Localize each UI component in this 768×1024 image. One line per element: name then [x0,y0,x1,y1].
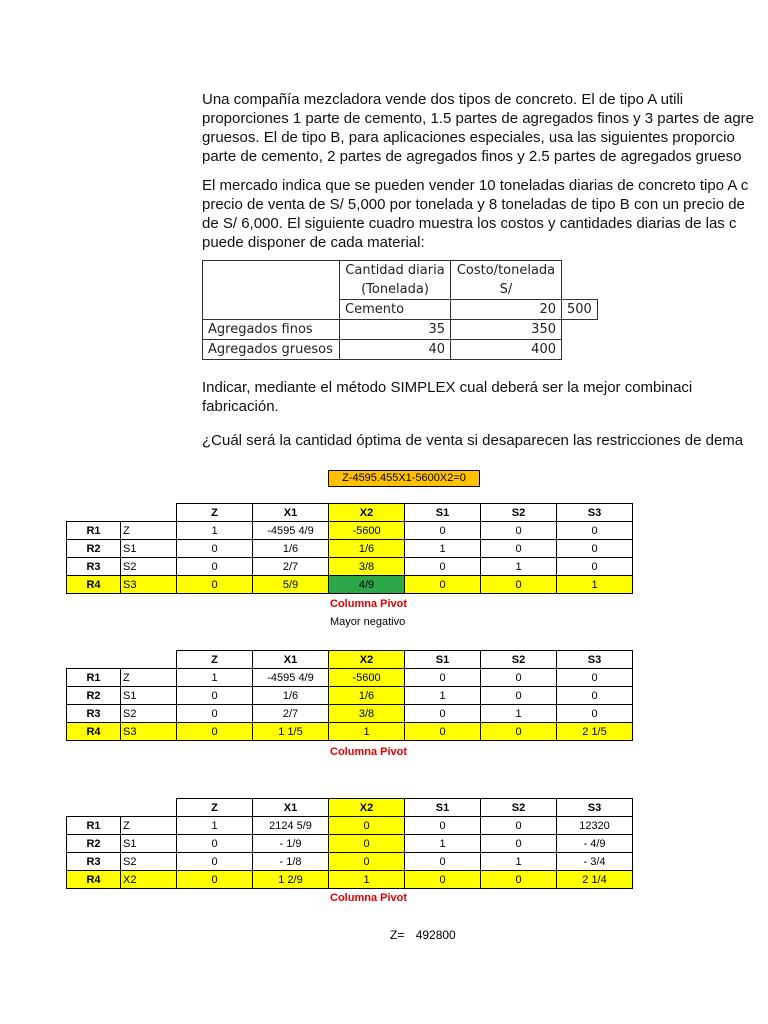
table-row [67,817,633,835]
cell: 0 [405,723,481,741]
cell: 0 [557,705,633,723]
column-header: S1 [405,651,481,669]
cell: 1/6 [329,540,405,558]
cell: 0 [405,817,481,835]
cell: 0 [177,687,253,705]
row-label: R4 [67,576,121,594]
cell: 0 [481,835,557,853]
column-header: Z [177,799,253,817]
row-label: R3 [67,705,121,723]
cell: 0 [557,687,633,705]
cell: 1 [329,871,405,889]
pivot-row [67,871,633,889]
objective-equation: Z-4595.455X1-5600X2=0 [328,470,480,487]
row-label: R3 [67,558,121,576]
text-line: Indicar, mediante el método SIMPLEX cual deberá ser la mejor combinaci [202,379,693,396]
cell: 0 [177,871,253,889]
table-row [67,522,633,540]
cell: 1 [481,853,557,871]
basic-variable: Z [121,669,177,687]
cell: 0 [557,558,633,576]
basic-variable: S1 [121,687,177,705]
text-line: fabricación. [202,398,279,415]
pivot-element: 4/9 [329,576,405,594]
cell: 5/9 [253,576,329,594]
cell: 1 [329,723,405,741]
column-header: X1 [253,504,329,522]
cell: 1/6 [253,687,329,705]
row-label: R4 [67,871,121,889]
material-cost: 500 [562,300,598,320]
cell: 0 [177,835,253,853]
column-header: S1 [405,799,481,817]
cell: - 1/8 [253,853,329,871]
text-line: gruesos. El de tipo B, para aplicaciones especiales, usa las siguientes proporcio [202,129,735,146]
cell: 0 [557,522,633,540]
cell: 0 [329,835,405,853]
cell: 12320 [557,817,633,835]
material-quantity: 40 [340,340,451,360]
cell: 1/6 [329,687,405,705]
row-label: R4 [67,723,121,741]
row-label: R2 [67,835,121,853]
header-line: Cantidad diaria [345,263,445,278]
row-label: R1 [67,522,121,540]
cell: 0 [405,669,481,687]
column-header: S2 [481,504,557,522]
basic-variable: S2 [121,853,177,871]
most-negative-note: Mayor negativo [330,616,406,628]
cell: 0 [481,576,557,594]
table-row [67,687,633,705]
tableau-header-row [67,651,633,669]
cell: 2 1/5 [557,723,633,741]
simplex-tableau-1 [66,503,633,594]
cell: -4595 4/9 [253,522,329,540]
cell: 2124 5/9 [253,817,329,835]
text-line: ¿Cuál será la cantidad óptima de venta si desaparecen las restricciones de dema [202,432,744,449]
cell: 0 [405,853,481,871]
cell: 3/8 [329,705,405,723]
basic-variable: Z [121,817,177,835]
row-label: R3 [67,853,121,871]
material-quantity: 20 [451,300,562,320]
row-label: R2 [67,540,121,558]
column-header-pivot: X2 [329,651,405,669]
column-header: Z [177,504,253,522]
cost-row [203,320,598,340]
table-row [67,558,633,576]
cell: 1 [405,687,481,705]
text-line: de S/ 6,000. El siguiente cuadro muestra los costos y cantidades diarias de las c [202,215,737,232]
column-header: S3 [557,651,633,669]
cell: 0 [481,522,557,540]
row-label: R1 [67,669,121,687]
column-header-pivot: X2 [329,799,405,817]
row-label: R1 [67,817,121,835]
cell: 0 [557,669,633,687]
table-row [67,835,633,853]
paragraph-intro [202,90,768,166]
cost-header-costo [451,261,562,300]
result-value: 492800 [415,928,456,942]
cell: 2/7 [253,705,329,723]
material-quantity: 35 [340,320,451,340]
material-name: Cemento [340,300,451,320]
cell: 0 [481,540,557,558]
cost-table [202,260,598,360]
cell: 0 [557,540,633,558]
optimal-result [390,928,456,942]
pivot-row [67,723,633,741]
table-row [67,540,633,558]
cell: - 3/4 [557,853,633,871]
column-header: S2 [481,651,557,669]
cell: 1 1/5 [253,723,329,741]
basic-variable: X2 [121,871,177,889]
header-line: S/ [499,282,513,297]
cost-row [203,340,598,360]
cell: 1 [557,576,633,594]
table-row [67,669,633,687]
column-header: S2 [481,799,557,817]
cell: 0 [329,817,405,835]
cell: 1 [481,705,557,723]
text-line: El mercado indica que se pueden vender 10 toneladas diarias de concreto tipo A c [202,177,749,194]
column-header: X1 [253,651,329,669]
column-header: S3 [557,799,633,817]
cell: 0 [177,723,253,741]
cell: 3/8 [329,558,405,576]
cost-header-cantidad [340,261,451,300]
cell: 0 [481,669,557,687]
cell: 0 [405,705,481,723]
column-header: Z [177,651,253,669]
pivot-column-note: Columna Pivot [330,746,408,758]
text-line: puede disponer de cada material: [202,234,425,251]
cell: 1 [177,817,253,835]
material-name: Agregados finos [203,320,340,340]
basic-variable: S2 [121,705,177,723]
column-header: S1 [405,504,481,522]
cell: 0 [481,723,557,741]
table-row [67,853,633,871]
cell: 0 [481,871,557,889]
basic-variable: Z [121,522,177,540]
header-line: (Tonelada) [361,282,429,297]
cost-table-corner [203,261,340,320]
basic-variable: S1 [121,835,177,853]
cell: 0 [177,705,253,723]
paragraph-question [202,431,768,450]
column-header: S3 [557,504,633,522]
cell: 0 [481,817,557,835]
header-line: Costo/tonelada [456,263,556,278]
tableau-header-row [67,504,633,522]
material-cost: 400 [451,340,562,360]
text-line: precio de venta de S/ 5,000 por tonelada y 8 toneladas de tipo B con un precio de [202,196,745,213]
basic-variable: S3 [121,723,177,741]
cell: 1/6 [253,540,329,558]
cell: - 4/9 [557,835,633,853]
cell: -5600 [329,522,405,540]
cell: - 1/9 [253,835,329,853]
text-line: Una compañía mezcladora vende dos tipos de concreto. El de tipo A utili [202,91,684,108]
cell: 1 [481,558,557,576]
paragraph-instruction [202,378,768,416]
text-line: proporciones 1 parte de cemento, 1.5 partes de agregados finos y 3 partes de agre [202,110,755,127]
cell: 1 [177,669,253,687]
basic-variable: S3 [121,576,177,594]
tableau-header-row [67,799,633,817]
cell: 0 [329,853,405,871]
cell: 0 [177,576,253,594]
pivot-row [67,576,633,594]
cell: 0 [405,576,481,594]
cell: 1 [405,835,481,853]
cell: 0 [177,540,253,558]
cell: 1 [177,522,253,540]
material-cost: 350 [451,320,562,340]
cell: 0 [481,687,557,705]
cell: 0 [405,871,481,889]
cell: 0 [405,522,481,540]
material-name: Agregados gruesos [203,340,340,360]
cell: 0 [177,558,253,576]
cell: -5600 [329,669,405,687]
text-line: parte de cemento, 2 partes de agregados finos y 2.5 partes de agregados grueso [202,148,742,165]
cell: 0 [405,558,481,576]
cell: 0 [177,853,253,871]
cell: 1 [405,540,481,558]
table-row [67,705,633,723]
pivot-column-note: Columna Pivot [330,892,408,904]
simplex-tableau-2 [66,650,633,741]
basic-variable: S1 [121,540,177,558]
basic-variable: S2 [121,558,177,576]
cell: 2/7 [253,558,329,576]
row-label: R2 [67,687,121,705]
pivot-column-note: Columna Pivot [330,598,408,610]
result-label: Z= [390,928,405,942]
paragraph-market [202,176,768,252]
cell: 2 1/4 [557,871,633,889]
cell: 1 2/9 [253,871,329,889]
simplex-tableau-3 [66,798,633,889]
column-header: X1 [253,799,329,817]
column-header-pivot: X2 [329,504,405,522]
cell: -4595 4/9 [253,669,329,687]
